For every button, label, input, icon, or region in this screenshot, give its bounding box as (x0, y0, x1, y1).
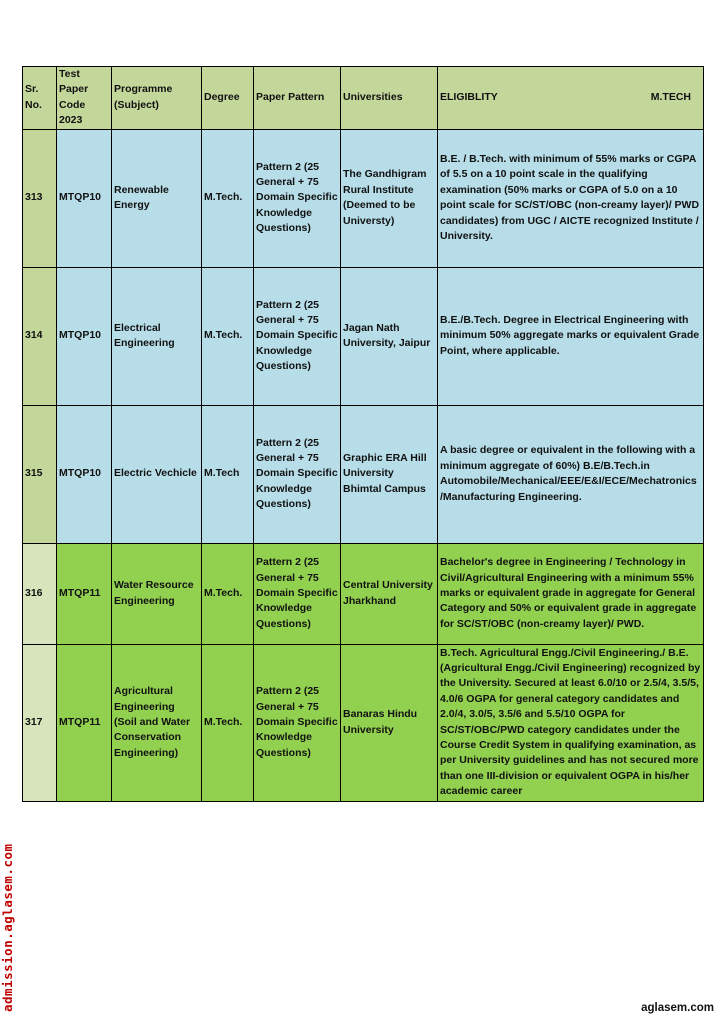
row-degree: M.Tech. (202, 129, 254, 267)
table-header-row (23, 67, 704, 130)
header-programme: Programme (Subject) (112, 67, 202, 130)
row-programme: Renewable Energy (112, 129, 202, 267)
row-pattern: Pattern 2 (25 General + 75 Domain Specific Knowledge Questions) (254, 644, 341, 801)
row-sr: 314 (23, 267, 57, 405)
row-sr: 313 (23, 129, 57, 267)
header-sr-no: Sr. No. (23, 67, 57, 130)
header-test-paper-code: Test Paper Code 2023 (57, 67, 112, 130)
row-eligibility: B.E. / B.Tech. with minimum of 55% marks or CGPA of 5.5 on a 10 point scale in the qualifying examination (50% marks or CGPA of 5.0 on a 10 point scale for SC/ST/OBC (non-creamy layer)/ PWD candidates) from UGC / AICTE recognized Institute / University. (438, 129, 704, 267)
table-row (23, 129, 704, 267)
row-eligibility: A basic degree or equivalent in the following with a minimum aggregate of 60%) B.E/B.Tech.in Automobile/Mechanical/EEE/E&I/ECE/Mechatronics /Manufacturing Engineering. (438, 405, 704, 543)
row-university: Banaras Hindu University (341, 644, 438, 801)
row-code: MTQP11 (57, 644, 112, 801)
header-paper-pattern: Paper Pattern (254, 67, 341, 130)
row-programme: Agricultural Engineering (Soil and Water Conservation Engineering) (112, 644, 202, 801)
row-university: Jagan Nath University, Jaipur (341, 267, 438, 405)
table-row (23, 405, 704, 543)
watermark: admission.aglasem.com (0, 843, 15, 1012)
row-code: MTQP10 (57, 129, 112, 267)
header-mtech-label: M.TECH (650, 91, 691, 104)
table-row (23, 267, 704, 405)
row-programme: Water Resource Engineering (112, 543, 202, 644)
row-sr: 316 (23, 543, 57, 644)
row-university: The Gandhigram Rural Institute (Deemed to be Universty) (341, 129, 438, 267)
row-sr: 315 (23, 405, 57, 543)
row-sr: 317 (23, 644, 57, 801)
row-eligibility: Bachelor's degree in Engineering / Technology in Civil/Agricultural Engineering with a minimum 55% marks or equivalent grade in aggregate for General Category and 50% or equivalent grade in aggregate for SC/ST/OBC (non-creamy layer)/ PWD. (438, 543, 704, 644)
table-row (23, 543, 704, 644)
row-eligibility: B.Tech. Agricultural Engg./Civil Engineering./ B.E.(Agricultural Engg./Civil Engineering) recognized by the University. Secured at least 6.0/10 or 2.5/4, 3.5/5, 4.0/6 OGPA for general category candidates and 2.0/4, 3.0/5, 3.5/6 and 5.5/10 OGPA for SC/ST/OBC/PWD category candidates under the Course Credit System in qualifying examination, as per University guidelines and has not secured more than one III-division or equivalent OGPA in his/her academic career (438, 644, 704, 801)
row-degree: M.Tech (202, 405, 254, 543)
row-programme: Electrical Engineering (112, 267, 202, 405)
footer-site: aglasem.com (641, 1002, 714, 1014)
row-degree: M.Tech. (202, 267, 254, 405)
header-eligibility (438, 67, 704, 130)
row-code: MTQP11 (57, 543, 112, 644)
row-degree: M.Tech. (202, 644, 254, 801)
row-university: Graphic ERA Hill University Bhimtal Campus (341, 405, 438, 543)
row-pattern: Pattern 2 (25 General + 75 Domain Specific Knowledge Questions) (254, 405, 341, 543)
row-pattern: Pattern 2 (25 General + 75 Domain Specific Knowledge Questions) (254, 267, 341, 405)
row-code: MTQP10 (57, 267, 112, 405)
header-universities: Universities (341, 67, 438, 130)
header-degree: Degree (202, 67, 254, 130)
row-code: MTQP10 (57, 405, 112, 543)
row-eligibility: B.E./B.Tech. Degree in Electrical Engineering with minimum 50% aggregate marks or equivalent Grade Point, where applicable. (438, 267, 704, 405)
row-pattern: Pattern 2 (25 General + 75 Domain Specific Knowledge Questions) (254, 543, 341, 644)
row-degree: M.Tech. (202, 543, 254, 644)
table-row (23, 644, 704, 801)
row-programme: Electric Vechicle (112, 405, 202, 543)
programme-table (22, 66, 704, 802)
header-eligibility-label: ELIGIBLITY (440, 91, 498, 104)
row-pattern: Pattern 2 (25 General + 75 Domain Specific Knowledge Questions) (254, 129, 341, 267)
row-university: Central University Jharkhand (341, 543, 438, 644)
